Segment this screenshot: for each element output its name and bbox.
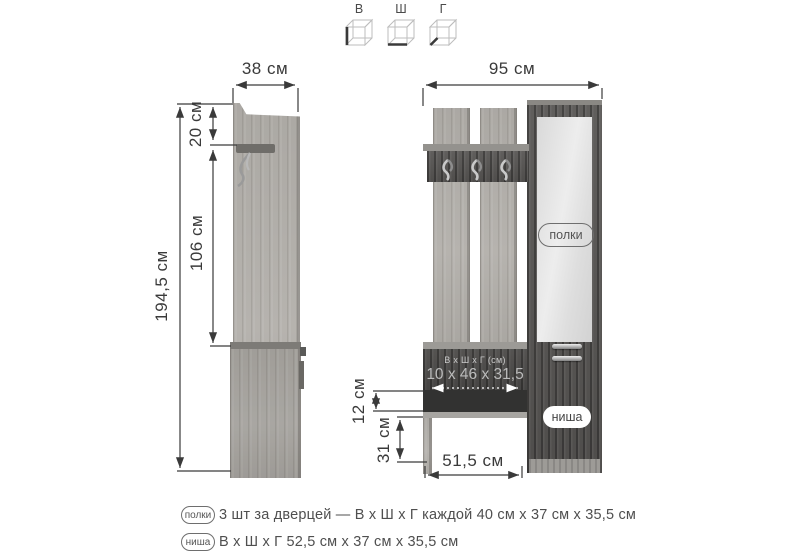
axis-depth-label: Г — [439, 2, 447, 16]
niche-opening — [423, 390, 527, 412]
side-cabinet-handle — [300, 347, 306, 356]
side-cabinet-door-edge — [299, 361, 304, 389]
drawer-front — [423, 349, 527, 390]
hook-rail-shelf — [423, 144, 529, 151]
legend-pill-shelves — [181, 506, 215, 524]
side-middle-section-dim-label: 106 см — [187, 214, 206, 272]
axis-width-label: Ш — [395, 2, 407, 16]
front-width-dim-label: 95 см — [488, 59, 536, 78]
axis-height-label: В — [354, 2, 364, 16]
mirror-tag-pill — [538, 223, 594, 247]
drawer-size-value: 10 х 46 х 31,5 — [426, 366, 524, 383]
legend-niche-text: В х Ш х Г 52,5 см х 37 см х 35,5 см — [219, 534, 459, 550]
mirror-column-top-edge — [527, 100, 602, 105]
axis-legend — [342, 2, 460, 46]
legend-pill-shelves-label: полки — [184, 509, 212, 521]
drawer-handle-bottom — [552, 356, 582, 361]
cube-width-icon — [386, 18, 416, 46]
coat-hook-icon — [468, 156, 486, 182]
drawer-size-title: В х Ш х Г (см) — [444, 355, 506, 365]
cube-height-icon — [344, 18, 374, 46]
mirror-tag-label: полки — [549, 228, 583, 242]
coat-hook-icon — [439, 156, 457, 182]
door-tag-pill — [543, 406, 591, 428]
legend-pill-niche — [181, 533, 215, 551]
legend-shelves-text: 3 шт за дверцей — В х Ш х Г каждой 40 см х 37 см х 35,5 см — [219, 507, 637, 523]
side-cabinet-top-edge — [230, 342, 301, 349]
leg-space-dim-label: 31 см — [374, 416, 393, 464]
cube-depth-icon — [428, 18, 458, 46]
left-side-wall — [423, 418, 432, 474]
niche-opening-dim-label: 12 см — [349, 377, 368, 425]
side-width-dim-label: 38 см — [241, 59, 289, 78]
drawer-box-top-edge — [423, 342, 527, 349]
drawer-handle-top — [552, 344, 582, 349]
column-base — [529, 459, 600, 473]
side-hook-icon — [234, 152, 260, 190]
legend-pill-niche-label: ниша — [185, 536, 211, 548]
side-total-height-dim-label: 194,5 см — [152, 250, 171, 322]
axis-depth — [426, 2, 460, 46]
axis-height — [342, 2, 376, 46]
side-top-section-dim-label: 20 см — [186, 100, 205, 148]
opening-width-dim-label: 51,5 см — [442, 451, 504, 470]
axis-width — [384, 2, 418, 46]
side-cabinet — [230, 342, 301, 478]
door-tag-label: ниша — [551, 410, 583, 424]
coat-hook-icon — [497, 156, 515, 182]
niche-shelf-edge — [423, 412, 527, 418]
